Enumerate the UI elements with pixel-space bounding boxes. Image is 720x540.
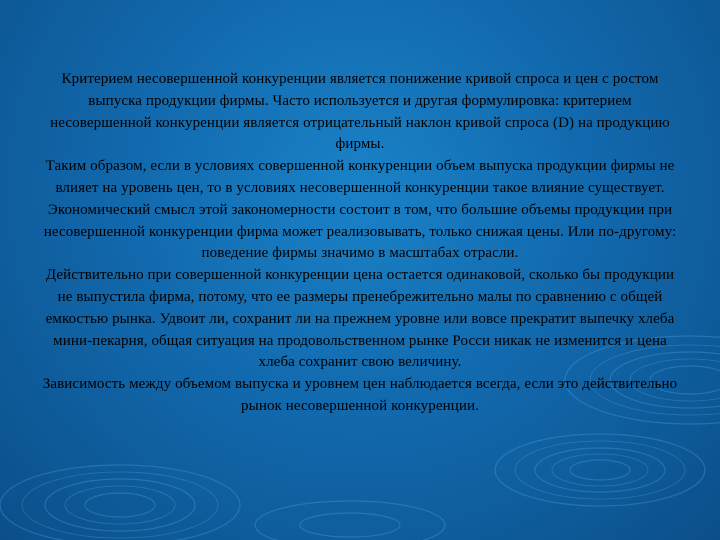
paragraph-criterion: Критерием несовершенной конкуренции является понижение кривой спроса и цен с ростом выпуска продукции фирмы. Часто используется и другая формулировка: критерием несовершенной конкуренции является отрицательный наклон кривой спроса (D) на продукцию фирмы. — [50, 71, 670, 153]
paragraph-dependency: Зависимость между объемом выпуска и уровнем цен наблюдается всегда, если это действительно рынок несовершенной конкуренции. — [42, 376, 678, 414]
paragraph-thus: Таким образом, если в условиях совершенной конкуренции объем выпуска продукции фирмы не влияет на уровень цен, то в условиях несовершенной конкуренции такое влияние существует. Экономический смысл этой закономерности состоит в том, что большие объемы продукции при несовершенной конкуренции фирма может реализовывать, только снижая цены. Или по-другому: поведение фирмы значимо в масштабах отрасли. — [43, 158, 677, 262]
slide-body-text — [40, 69, 680, 418]
paragraph-indeed: Действительно при совершенной конкуренции цена остается одинаковой, сколько бы продукции не выпустила фирма, потому, что ее размеры пренебрежительно малы по сравнению с общей емкостью рынка. Удвоит ли, сохранит ли на прежнем уровне или вовсе прекратит выпечку хлеба мини-пекарня, общая ситуация на продовольственном рынке Росси никак не изменится и цена хлеба сохранит свою величину. — [45, 267, 675, 371]
